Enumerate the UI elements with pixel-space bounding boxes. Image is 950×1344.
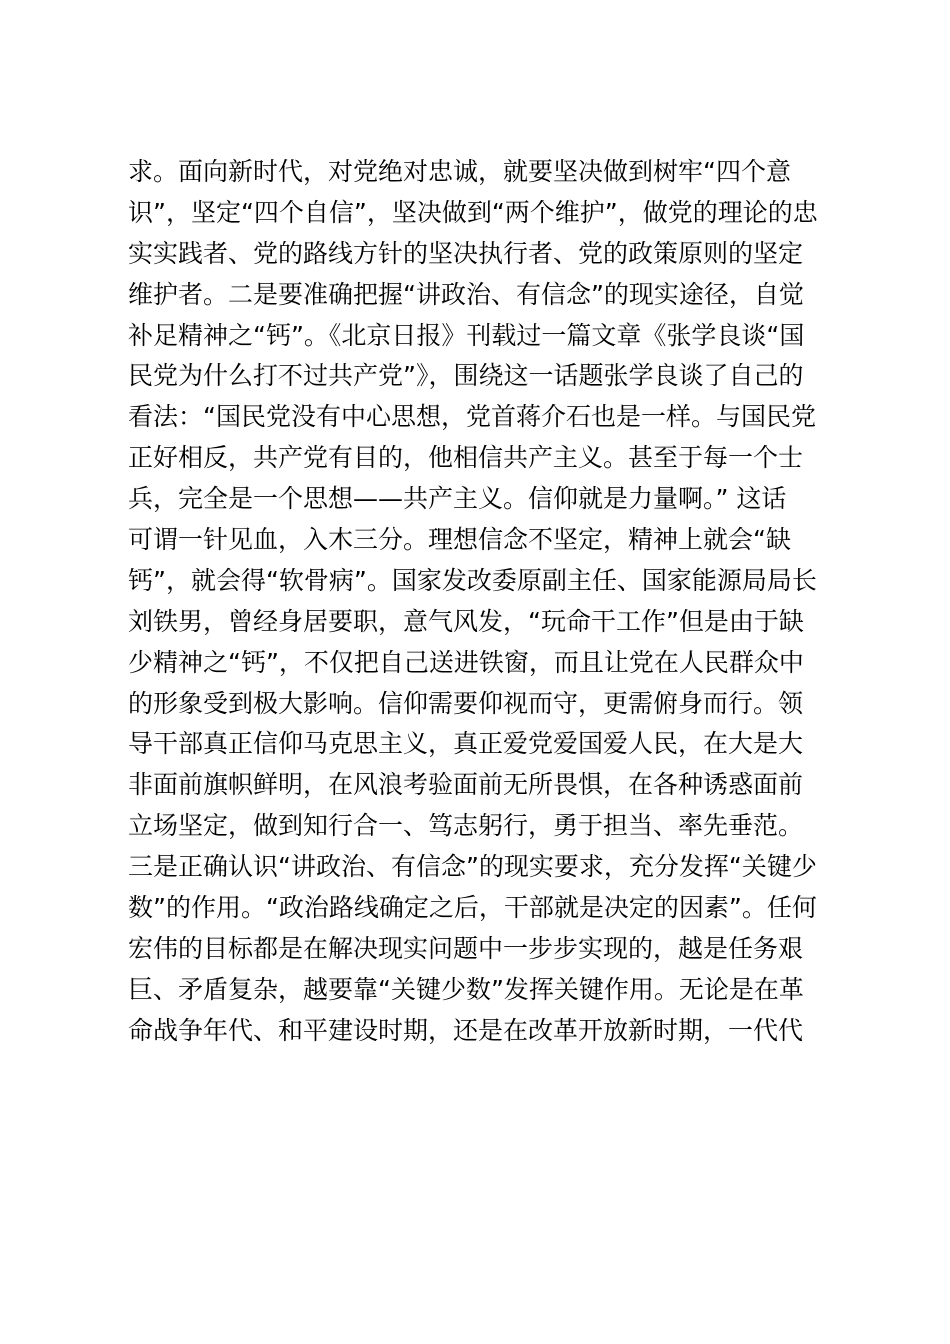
text-line: 刘铁男，曾经身居要职，意气风发，“玩命干工作”但是由于缺 (128, 606, 804, 636)
text-line: 宏伟的目标都是在解决现实问题中一步步实现的，越是任务艰 (128, 933, 804, 963)
text-line: 命战争年代、和平建设时期，还是在改革开放新时期，一代代 (128, 1015, 804, 1045)
text-line: 钙”，就会得“软骨病”。国家发改委原副主任、国家能源局局长 (128, 565, 817, 595)
text-line: 民党为什么打不过共产党”》，围绕这一话题张学良谈了自己的 (128, 361, 804, 391)
text-line: 的形象受到极大影响。信仰需要仰视而守，更需俯身而行。领 (128, 688, 804, 718)
text-line: 巨、矛盾复杂，越要靠“关键少数”发挥关键作用。无论是在革 (128, 974, 804, 1004)
text-line: 补足精神之“钙”。《北京日报》刊载过一篇文章《张学良谈“国 (128, 320, 805, 350)
text-line: 立场坚定，做到知行合一、笃志躬行，勇于担当、率先垂范。 (128, 811, 804, 841)
text-line: 兵，完全是一个思想——共产主义。信仰就是力量啊。” 这话 (128, 484, 787, 514)
text-line: 少精神之“钙”，不仅把自己送进铁窗，而且让党在人民群众中 (128, 647, 804, 677)
text-line: 维护者。二是要准确把握“讲政治、有信念”的现实途径，自觉 (128, 279, 804, 309)
text-line: 实实践者、党的路线方针的坚决执行者、党的政策原则的坚定 (128, 238, 804, 268)
text-line: 非面前旗帜鲜明，在风浪考验面前无所畏惧，在各种诱惑面前 (128, 770, 804, 800)
text-line: 识”，坚定“四个自信”，坚决做到“两个维护”，做党的理论的忠 (128, 197, 818, 227)
text-line: 导干部真正信仰马克思主义，真正爱党爱国爱人民，在大是大 (128, 729, 804, 759)
text-line: 求。面向新时代，对党绝对忠诚，就要坚决做到树牢“四个意 (128, 157, 791, 186)
text-line: 可谓一针见血，入木三分。理想信念不坚定，精神上就会“缺 (128, 525, 791, 555)
text-line: 三是正确认识“讲政治、有信念”的现实要求，充分发挥“关键少 (128, 852, 817, 882)
text-line: 数”的作用。“政治路线确定之后，干部就是决定的因素”。任何 (128, 893, 817, 923)
text-line: 正好相反，共产党有目的，他相信共产主义。甚至于每一个士 (128, 443, 804, 473)
text-line: 看法：“国民党没有中心思想，党首蒋介石也是一样。与国民党 (128, 402, 816, 432)
body-text (128, 152, 848, 1052)
